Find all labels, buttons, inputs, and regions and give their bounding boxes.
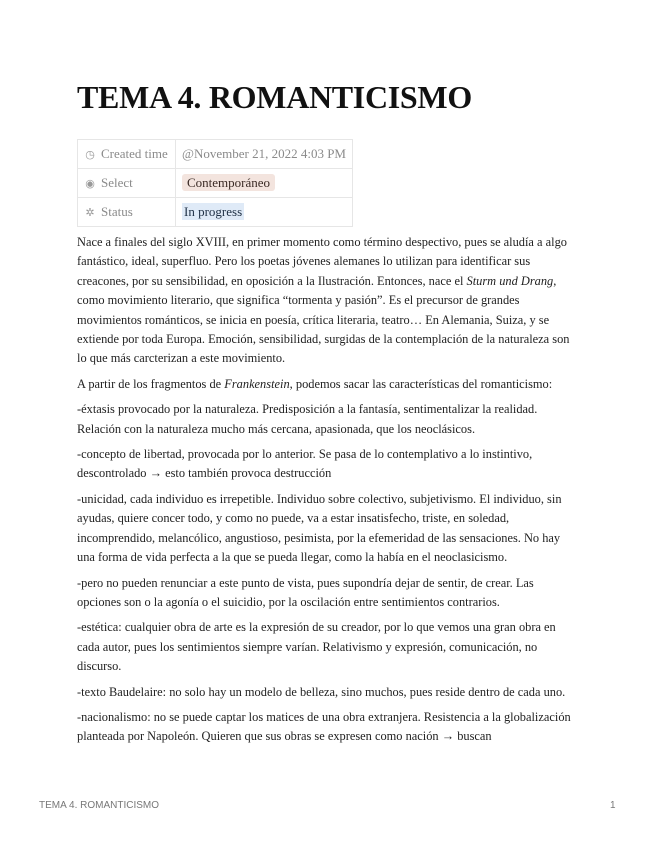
property-key: ✲ Status [78, 198, 176, 227]
property-key: ◉ Select [78, 169, 176, 198]
clock-icon: ◷ [85, 149, 95, 161]
paragraph: Nace a finales del siglo XVIII, en primer momento como término despectivo, pues se aludía a algo fantástico, ideal, superfluo. Pero los poetas jóvenes alemanes lo utilizan para identificar sus creacones, por su sensibilidad, en oposición a la Ilustración. Entonces, nace el Sturm und Drang, como movimiento literario, que significa “tormenta y pasión”. Es el precursor de grandes movimientos románticos, se inicia en poesía, crítica literaria, teatro… En Alemania, Suiza, y se extiende por toda Europa. Emoción, sensibilidad, surgidas de la contemplación de la naturaleza son lo que más carcterizan a este movimiento. [77, 235, 570, 366]
property-select [78, 169, 353, 198]
footer-title: TEMA 4. ROMANTICISMO [39, 800, 160, 811]
status-icon: ✲ [85, 207, 95, 219]
paragraph: -pero no pueden renunciar a este punto de vista, pues supondría dejar de sentir, de crear. Las opciones son o la agonía o el suicidio, por la oscilación entre sentimientos contrarios. [77, 575, 534, 609]
paragraph: -estética: cualquier obra de arte es la expresión de su creador, por lo que vemos una gran obra en cada autor, pues los sentimientos siempre varían. Relativismo y expresión, comunicación, no discurso. [77, 620, 556, 674]
select-icon: ◉ [85, 178, 95, 190]
property-status [78, 198, 353, 227]
paragraph: -éxtasis provocado por la naturaleza. Predisposición a la fantasía, sentimentalizar la realidad. Relación con la naturaleza mucho más cercana, apasionada, que los neoclásicos. [77, 402, 538, 436]
property-key: ◷ Created time [78, 140, 176, 169]
paragraph: -nacionalismo: no se puede captar los matices de una obra extranjera. Resistencia a la globalización planteada por Napoleón. Quieren que sus obras se expresen como nación → buscan [77, 709, 571, 744]
properties-table [77, 139, 353, 227]
property-value[interactable] [176, 198, 353, 227]
document-body [77, 233, 577, 753]
paragraph: A partir de los fragmentos de Frankenstein, podemos sacar las características del romanticismo: [77, 376, 553, 391]
paragraph: -unicidad, cada individuo es irrepetible. Individuo sobre colectivo, subjetivismo. El individuo, sin ayudas, quiere concer todo, y como no puede, va a estar insatisfecho, triste, en soledad, incomprendido, melancólico, angustioso, pesimista, por la efemeridad de las sensaciones. No hay una forma de vida perfecta a la que se pueda llegar, como la había en el neoclasicismo. [77, 491, 562, 565]
footer-page-number: 1 [610, 800, 616, 811]
status-tag[interactable]: In progress [184, 204, 243, 219]
select-tag[interactable]: Contemporáneo [182, 174, 275, 191]
property-value[interactable] [176, 169, 353, 198]
paragraph: -concepto de libertad, provocada por lo anterior. Se pasa de lo contemplativo a lo instintivo, descontrolado → esto también provoca destrucción [77, 447, 533, 481]
page-title: TEMA 4. ROMANTICISMO [77, 79, 472, 115]
property-value[interactable]: @November 21, 2022 4:03 PM [176, 140, 353, 169]
paragraph: -texto Baudelaire: no solo hay un modelo de belleza, sino muchos, pues reside dentro de cada uno. [77, 684, 566, 699]
property-created-time [78, 140, 353, 169]
